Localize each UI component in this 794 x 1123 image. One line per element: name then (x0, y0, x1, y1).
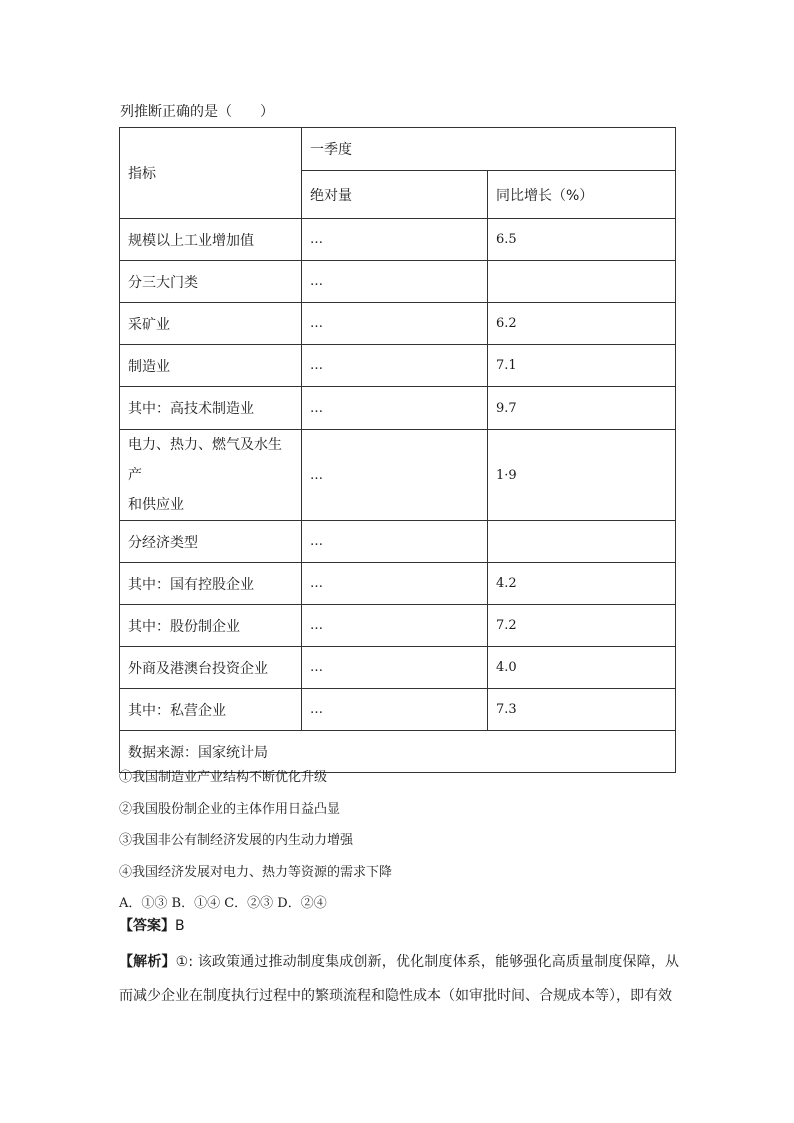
row-growth: 1·9 (488, 430, 676, 521)
analysis-paragraph (119, 945, 679, 1013)
row-growth: 6.5 (488, 219, 676, 261)
statement-item: ①我国制造业产业结构不断优化升级 (119, 770, 328, 785)
row-label: 分三大门类 (120, 261, 302, 303)
row-absolute: … (302, 521, 488, 563)
statement-item: ③我国非公有制经济发展的内生动力增强 (119, 833, 354, 848)
analysis-text: ①: 该政策通过推动制度集成创新，优化制度体系，能够强化高质量制度保障，从而减少企业在制度执行过程中的繁琐流程和隐性成本（如审批时间、合规成本等），即有效 (119, 954, 680, 1004)
table-row (120, 647, 676, 689)
table-header-row (120, 128, 676, 171)
row-label-line1: 电力、热力、燃气及水生产 (128, 437, 282, 483)
statement-list (119, 762, 392, 920)
row-label: 其中：高技术制造业 (120, 387, 302, 430)
row-label: 其中：国有控股企业 (120, 563, 302, 605)
header-indicator: 指标 (120, 128, 302, 219)
statement-item: ④我国经济发展对电力、热力等资源的需求下降 (119, 864, 393, 880)
table-row (120, 430, 676, 521)
row-label: 其中：私营企业 (120, 689, 302, 731)
table-source: 数据来源：国家统计局 (120, 731, 676, 773)
table-row (120, 563, 676, 605)
row-absolute: … (302, 689, 488, 731)
table-row (120, 689, 676, 731)
row-absolute: … (302, 303, 488, 345)
row-absolute: … (302, 563, 488, 605)
row-label (120, 430, 302, 521)
table-row (120, 345, 676, 387)
row-growth: 6.2 (488, 303, 676, 345)
industry-stats-table (119, 127, 676, 773)
statement-item: ②我国股份制企业的主体作用日益凸显 (119, 801, 341, 817)
row-growth: 4.2 (488, 563, 676, 605)
row-absolute: … (302, 647, 488, 689)
row-growth: 7.2 (488, 605, 676, 647)
row-absolute: … (302, 261, 488, 303)
question-lead: 列推断正确的是（ ） (120, 104, 274, 120)
table-row (120, 219, 676, 261)
header-period: 一季度 (302, 128, 676, 171)
row-absolute: … (302, 387, 488, 430)
table-row (120, 521, 676, 563)
row-absolute: … (302, 219, 488, 261)
answer-line (119, 915, 185, 935)
row-label: 规模以上工业增加值 (120, 219, 302, 261)
row-absolute: … (302, 430, 488, 521)
row-growth: 9.7 (488, 387, 676, 430)
row-label-line2: 和供应业 (128, 497, 184, 513)
header-absolute: 绝对量 (302, 171, 488, 219)
row-growth: 4.0 (488, 647, 676, 689)
answer-choices: A．①③ B．①④ C．②③ D．②④ (119, 896, 327, 911)
table-row (120, 261, 676, 303)
answer-value: B (175, 918, 185, 934)
table-row (120, 303, 676, 345)
row-label: 制造业 (120, 345, 302, 387)
header-growth: 同比增长（%） (488, 171, 676, 219)
row-absolute: … (302, 345, 488, 387)
row-label: 外商及港澳台投资企业 (120, 647, 302, 689)
row-label: 分经济类型 (120, 521, 302, 563)
table-row (120, 387, 676, 430)
row-label: 采矿业 (120, 303, 302, 345)
row-growth (488, 521, 676, 563)
table-row (120, 605, 676, 647)
row-growth: 7.1 (488, 345, 676, 387)
row-growth (488, 261, 676, 303)
answer-tag: 【答案】 (119, 918, 175, 934)
row-growth: 7.3 (488, 689, 676, 731)
row-absolute: … (302, 605, 488, 647)
analysis-tag: 【解析】 (119, 954, 176, 970)
row-label: 其中：股份制企业 (120, 605, 302, 647)
